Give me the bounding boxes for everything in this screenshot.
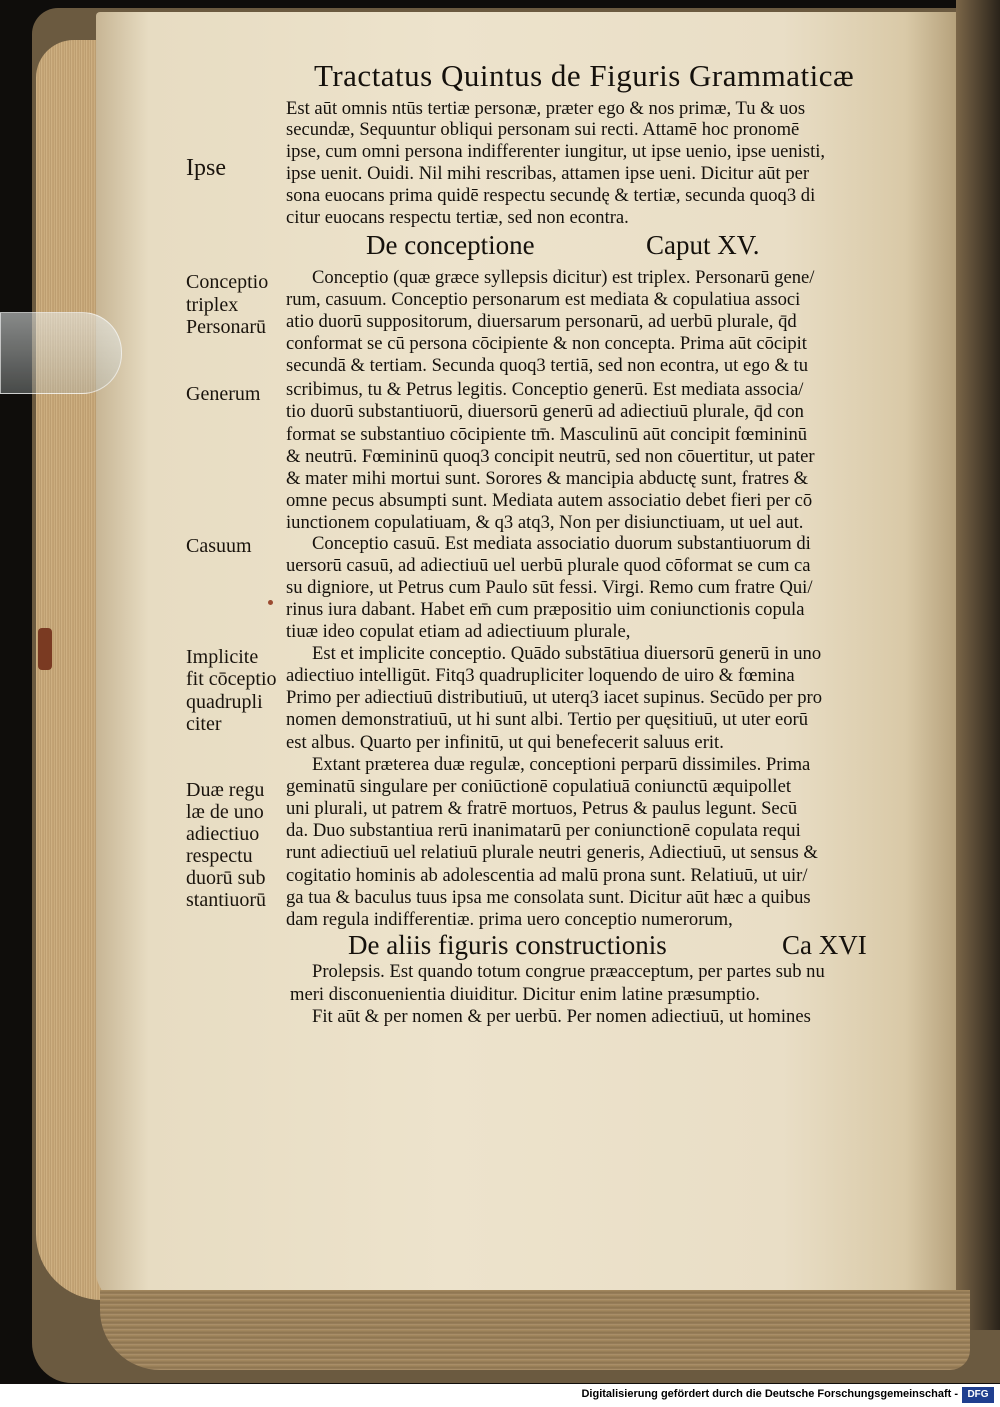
page-bottom-edges [100,1290,970,1370]
margin-note: Personarū [186,316,266,338]
chapter-15-title: De conceptione [366,230,535,260]
body-line: rum, casuum. Conceptio personarum est mediata & copulatiua associ [286,289,801,310]
margin-note: Implicite [186,646,259,668]
body-line: cogitatio hominis ab adolescentia ad malū prona sunt. Relatiuū, ut uir/ [286,865,808,886]
book-gutter [956,0,1000,1330]
body-line: Primo per adiectiuū distributiuū, ut uterq3 iacet supinus. Secūdo per pro [286,687,823,708]
chapter-16-title: De aliis figuris constructionis [348,930,667,960]
body-line: runt adiectiuū uel relatiuū plurale neutri generis, Adiectiuū, ut sensus & [286,842,818,863]
body-line: nomen demonstratiuū, ut hi sunt albi. Tertio per quęsitiuū, ut uter eorū [286,709,808,730]
running-head: Tractatus Quintus de Figuris Grammaticæ [314,58,855,93]
body-line: adiectiuo intelligūt. Fitq3 quadrupliciter loquendo de uiro & fœmina [286,665,795,686]
body-line: ipse, cum omni persona indifferenter iungitur, ut ipse uenio, ipse uenisti, [286,141,826,162]
margin-note: duorū sub [186,867,266,889]
body-line: est albus. Quarto per infinitū, ut qui benefecerit saluus erit. [286,732,724,753]
body-line: Extant præterea duæ regulæ, conceptioni perparū dissimiles. Prima [312,754,811,775]
body-line: geminatū singulare per coniūctionē copulatiuā coniunctū æquipollet [286,776,791,797]
margin-note: respectu [186,845,253,867]
body-line: scribimus, tu & Petrus legitis. Conceptio generū. Est mediata associa/ [286,379,804,400]
margin-note: adiectiuo [186,823,260,845]
margin-note: Ipse [186,155,226,181]
body-line: secundā & tertiam. Secunda quoq3 tertiā, sed non econtra, ut ego & tu [286,355,809,376]
body-line: citur euocans respectu tertiæ, sed non econtra. [286,207,629,228]
chapter-16-label: Ca XVI [782,930,867,960]
body-line: meri disconuenientia diuiditur. Dicitur enim latine præsumptio. [290,984,760,1005]
body-line: atio duorū suppositorum, diuersarum personarū, ad uerbū plurale, q̄d [286,311,797,332]
body-line: iunctionem copulatiuam, & q3 atq3, Non per disiunctiuam, ut uel aut. [286,512,804,533]
dfg-logo[interactable]: DFG [962,1387,994,1403]
margin-note: citer [186,713,222,735]
margin-note: quadrupli [186,691,263,713]
body-line: Est et implicite conceptio. Quādo substātiua diuersorū generū in uno [312,643,822,664]
margin-note: læ de uno [186,801,264,823]
glass-page-holder [0,312,122,394]
body-line: tio duorū substantiuorū, diuersorū generū ad adiectiuū plurale, q̄d con [286,401,804,422]
margin-note: fit cōceptio [186,668,277,690]
body-line: ga tua & baculus tuus ipsa me consolata sunt. Dicitur aūt hæc a quibus [286,887,811,908]
body-line: & mater mihi mortui sunt. Sorores & mancipia abductę sunt, fratres & [286,468,809,489]
body-line: uersorū casuū, ad adiectiuū uel uerbū plurale quod cōformat se cum ca [286,555,811,576]
margin-note: Conceptio [186,271,269,293]
body-line: sona euocans prima quidē respectu secundę & tertiæ, secunda quoq3 di [286,185,816,206]
body-line: omne pecus absumpti sunt. Mediata autem associatio debet fieri per cō [286,490,813,511]
body-line: Fit aūt & per nomen & per uerbū. Per nomen adiectiuū, ut homines [312,1006,811,1027]
body-line: tiuæ ideo copulat etiam ad adiectiuum plurale, [286,621,631,642]
body-line: su digniore, ut Petrus cum Paulo sūt fessi. Virgi. Remo cum fratre Qui/ [286,577,813,598]
margin-note: Duæ regu [186,779,265,801]
body-line: secundæ, Sequuntur obliqui personam sui recti. Attamē hoc pronomē [286,119,800,140]
footer-bar [0,1384,1000,1407]
margin-note: triplex [186,294,239,316]
body-line: Conceptio casuū. Est mediata associatio duorum substantiuorum di [312,533,811,554]
body-line: Est aūt omnis ntūs tertiæ personæ, præter ego & nos primæ, Tu & uos [286,98,806,119]
body-line: uni plurali, ut patrem & fratrē mortuos, Petrus & paulus legunt. Secū [286,798,798,819]
body-line: rinus iura dabant. Habet em̄ cum præpositio uim coniunctionis copula [286,599,805,620]
body-line: Conceptio (quæ græce syllepsis dicitur) est triplex. Personarū gene/ [312,267,815,288]
body-line: format se substantiuo cōcipiente tm̄. Masculinū aūt concipit fœmininū [286,424,808,445]
margin-note: Generum [186,383,261,405]
red-stain [38,628,52,670]
body-line: da. Duo substantiua rerū inanimatarū per coniunctionē copulata requi [286,820,801,841]
ink-spot [268,600,273,605]
margin-note: stantiuorū [186,889,266,911]
page-edges [36,40,102,1300]
body-line: & neutrū. Fœmininū quoq3 concipit neutrū, sed non cōuertitur, ut pater [286,446,815,467]
body-line: Prolepsis. Est quando totum congrue præacceptum, per partes sub nu [312,961,825,982]
chapter-15-label: Caput XV. [646,230,760,260]
body-line: dam regula indifferentiæ. prima uero conceptio numerorum, [286,909,733,930]
footer-credit: Digitalisierung gefördert durch die Deutsche Forschungsgemeinschaft - [581,1388,958,1400]
body-line: conformat se cū persona cōcipiente & non concepta. Prima aūt cōcipit [286,333,807,354]
margin-note: Casuum [186,535,252,557]
body-line: ipse uenit. Ouidi. Nil mihi rescribas, attamen ipse ueni. Dicitur aūt per [286,163,810,184]
